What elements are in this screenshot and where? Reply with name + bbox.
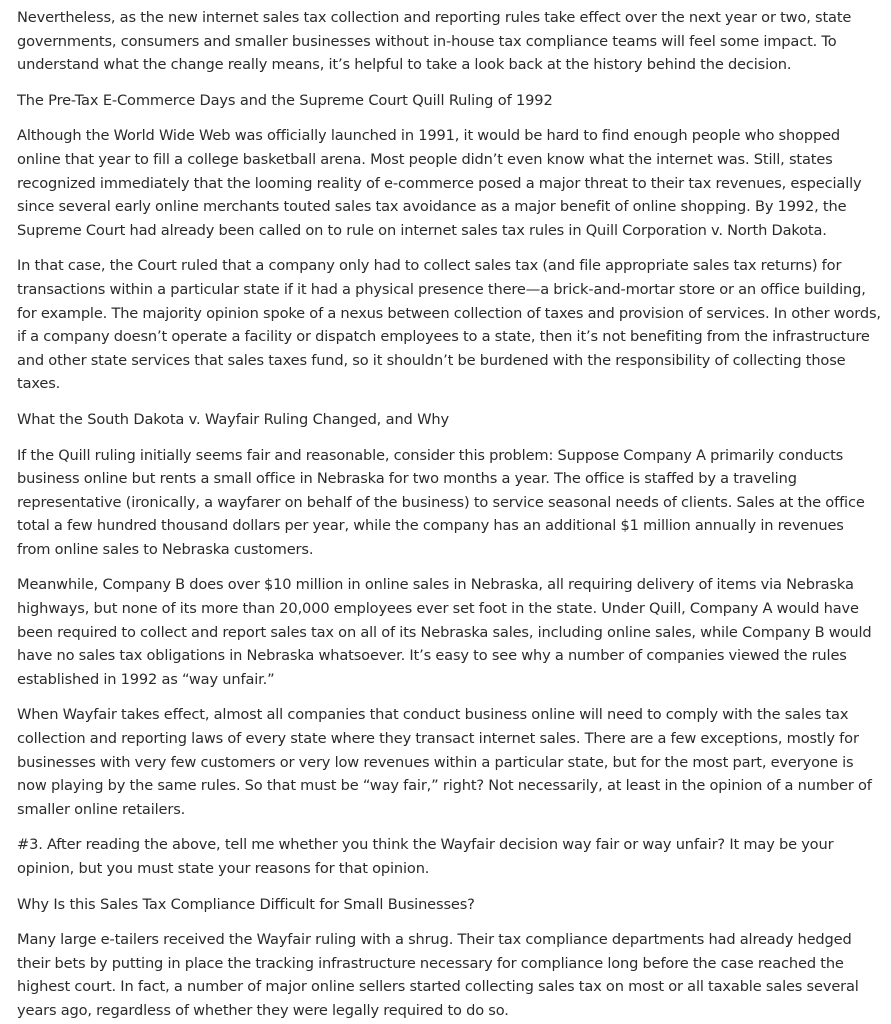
quill-history-paragraph: Although the World Wide Web was officially launched in 1991, it would be hard to find enough people who shopped online that year to fill a college basketball arena. Most people didn’t even know what the internet was. Still, states recognized immediately that the looming reality of e-commerce posed a major threat to their tax revenues, especially since several early online merchants touted sales tax avoidance as a major benefit of online shopping. By 1992, the Supreme Court had already been called on to rule on internet sales tax rules in Quill Corporation v. North Dakota.	[17, 127, 862, 239]
section-heading-small-business: Why Is this Sales Tax Compliance Difficult for Small Businesses?	[17, 895, 475, 913]
company-a-paragraph: If the Quill ruling initially seems fair and reasonable, consider this problem: Suppose Company A primarily conducts business online but rents a small office in Nebraska for two months a year. The office is staffed by a traveling representative (ironically, a wayfarer on behalf of the business) to service seasonal needs of clients. Sales at the office total a few hundred thousand dollars per year, while the company has an additional $1 million annually in revenues from online sales to Nebraska customers.	[17, 446, 865, 558]
quill-ruling-paragraph: In that case, the Court ruled that a company only had to collect sales tax (and file appropriate sales tax returns) for transactions within a particular state if it had a physical presence there—a brick-and-mortar store or an office building, for example. The majority opinion spoke of a nexus between collection of taxes and provision of services. In other words, if a company doesn’t operate a facility or dispatch employees to a state, then it’s not benefiting from the infrastructure and other state services that sales taxes fund, so it shouldn’t be burdened with the responsibility of collecting those taxes.	[17, 257, 881, 393]
company-b-paragraph: Meanwhile, Company B does over $10 million in online sales in Nebraska, all requiring delivery of items via Nebraska highways, but none of its more than 20,000 employees ever set foot in the state. Under Quill, Company A would have been required to collect and report sales tax on all of its Nebraska sales, including online sales, while Company B would have no sales tax obligations in Nebraska whatsoever. It’s easy to see why a number of companies viewed the rules established in 1992 as “way unfair.”	[17, 576, 872, 688]
question-paragraph: #3. After reading the above, tell me whether you think the Wayfair decision way fair or way unfair? It may be your opinion, but you must state your reasons for that opinion.	[17, 836, 834, 877]
section-heading-quill: The Pre-Tax E-Commerce Days and the Supreme Court Quill Ruling of 1992	[17, 91, 553, 109]
wayfair-effect-paragraph: When Wayfair takes effect, almost all companies that conduct business online will need to comply with the sales tax collection and reporting laws of every state where they transact internet sales. There are a few exceptions, mostly for businesses with very few customers or very low revenues within a particular state, but for the most part, everyone is now playing by the same rules. So that must be “way fair,” right? Not necessarily, at least in the opinion of a number of smaller online retailers.	[17, 706, 872, 818]
section-heading-wayfair: What the South Dakota v. Wayfair Ruling Changed, and Why	[17, 410, 450, 428]
large-etailers-paragraph: Many large e-tailers received the Wayfair ruling with a shrug. Their tax compliance departments had already hedged their bets by putting in place the tracking infrastructure necessary for compliance long before the case reached the highest court. In fact, a number of major online sellers started collecting sales tax on most or all taxable sales several years ago, regardless of whether they were legally required to do so.	[17, 931, 859, 1019]
intro-paragraph: Nevertheless, as the new internet sales tax collection and reporting rules take effect over the next year or two, state governments, consumers and smaller businesses without in-house tax compliance teams will feel some impact. To understand what the change really means, it’s helpful to take a look back at the history behind the decision.	[17, 9, 852, 74]
